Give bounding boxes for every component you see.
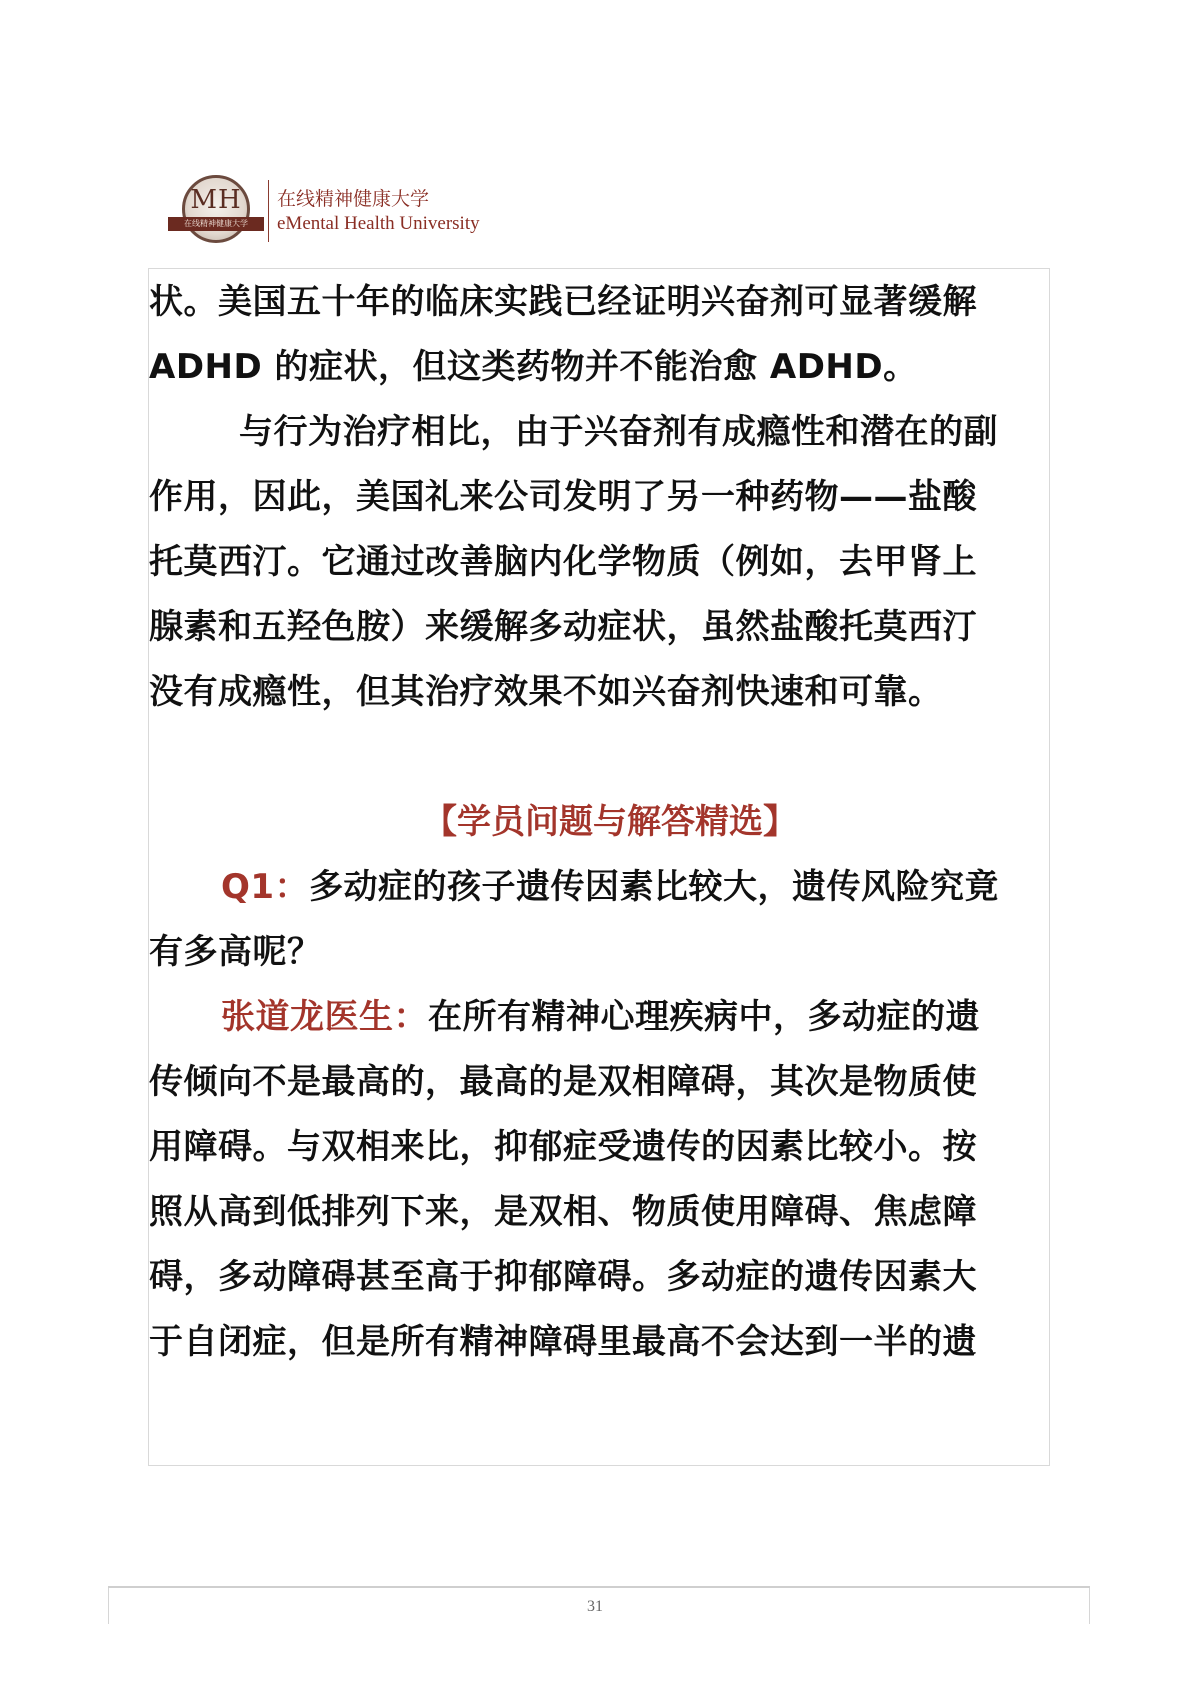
answer-label: 张道龙医生： xyxy=(221,997,428,1037)
answer-line-4: 照从高到低排列下来，是双相、物质使用障碍、焦虑障 xyxy=(149,1192,977,1232)
question-text: 多动症的孩子遗传因素比较大，遗传风险究竟 xyxy=(309,867,1000,907)
university-name-en: eMental Health University xyxy=(277,213,480,234)
answer-line-5: 碍，多动障碍甚至高于抑郁障碍。多动症的遗传因素大 xyxy=(149,1257,977,1297)
body-line-5: 托莫西汀。它通过改善脑内化学物质（例如，去甲肾上 xyxy=(149,542,977,582)
footer-rule xyxy=(108,1586,1090,1588)
body-line-1: 状。美国五十年的临床实践已经证明兴奋剂可显著缓解 xyxy=(149,282,977,322)
content-box xyxy=(148,268,1050,1466)
answer-line-1 xyxy=(149,992,1051,1042)
body-line-2: ADHD 的症状，但这类药物并不能治愈 ADHD。 xyxy=(149,347,918,387)
answer-line-3: 用障碍。与双相来比，抑郁症受遗传的因素比较小。按 xyxy=(149,1127,977,1167)
header-logo xyxy=(170,175,480,247)
answer-line-6: 于自闭症，但是所有精神障碍里最高不会达到一半的遗 xyxy=(149,1322,977,1362)
body-line-3: 与行为治疗相比，由于兴奋剂有成瘾性和潜在的副 xyxy=(239,412,998,452)
answer-text: 在所有精神心理疾病中，多动症的遗 xyxy=(428,997,980,1037)
seal-monogram: MH xyxy=(190,185,242,215)
page-number: 31 xyxy=(587,1598,603,1615)
answer-line-2: 传倾向不是最高的，最高的是双相障碍，其次是物质使 xyxy=(149,1062,977,1102)
section-title: 【学员问题与解答精选】 xyxy=(423,802,797,842)
question-line-1 xyxy=(149,862,1051,912)
question-line-2: 有多高呢？ xyxy=(149,932,322,972)
seal-ribbon: 在线精神健康大学 xyxy=(168,217,264,231)
logo-divider xyxy=(268,180,269,242)
body-line-4: 作用，因此，美国礼来公司发明了另一种药物——盐酸 xyxy=(149,477,977,517)
body-line-6: 腺素和五羟色胺）来缓解多动症状，虽然盐酸托莫西汀 xyxy=(149,607,977,647)
university-seal-logo xyxy=(170,175,262,247)
question-label: Q1： xyxy=(221,867,310,907)
body-line-7: 没有成瘾性，但其治疗效果不如兴奋剂快速和可靠。 xyxy=(149,672,943,712)
university-name-cn: 在线精神健康大学 xyxy=(277,188,430,210)
logo-text xyxy=(277,186,480,236)
